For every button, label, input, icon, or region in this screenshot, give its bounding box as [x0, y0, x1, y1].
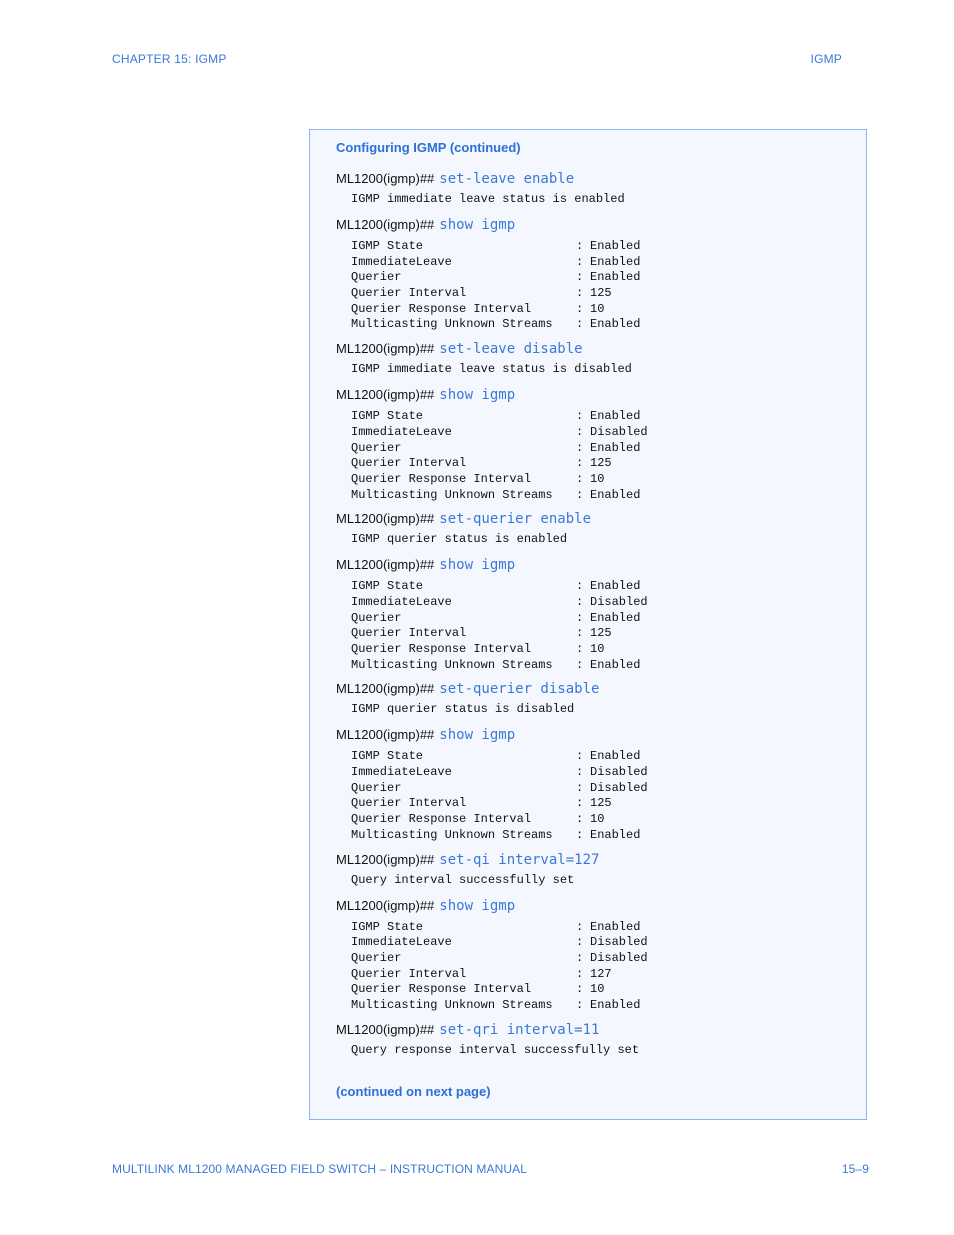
status-row: [351, 302, 856, 318]
command-output: IGMP immediate leave status is disabled: [351, 362, 632, 377]
status-value: 10: [590, 812, 605, 827]
status-row: [351, 642, 856, 658]
status-row: [351, 626, 856, 642]
status-value: 10: [590, 982, 605, 997]
status-row: [351, 658, 856, 674]
status-row: [351, 255, 856, 271]
status-row: [351, 488, 856, 504]
status-row: [351, 951, 856, 967]
cli-command: show igmp: [439, 557, 516, 574]
status-separator: :: [576, 796, 584, 811]
status-separator: :: [576, 610, 584, 625]
status-row: [351, 749, 856, 765]
status-row: [351, 611, 856, 627]
cli-command: show igmp: [439, 217, 516, 233]
status-separator: :: [576, 657, 584, 672]
status-value: Enabled: [590, 919, 641, 934]
status-value: Enabled: [590, 270, 641, 285]
cli-command: show igmp: [439, 387, 516, 404]
command-output: IGMP querier status is disabled: [351, 702, 575, 717]
command-line: [336, 338, 856, 360]
status-separator: :: [576, 456, 584, 471]
cli-command: set-querier disable: [439, 681, 600, 698]
command-line: [336, 384, 856, 406]
status-label: IGMP State: [351, 239, 424, 253]
status-table: [351, 749, 856, 843]
status-row: [351, 781, 856, 797]
cli-command: set-qi interval=127: [439, 851, 600, 868]
status-separator: :: [576, 270, 584, 285]
status-separator: :: [576, 780, 584, 795]
status-value: Enabled: [590, 749, 641, 764]
status-row: [351, 409, 856, 425]
status-row: [351, 456, 856, 472]
status-separator: :: [576, 487, 584, 502]
status-label: Querier: [351, 440, 402, 455]
status-label: ImmediateLeave: [351, 594, 452, 609]
status-table: [351, 239, 856, 333]
status-separator: :: [576, 997, 584, 1012]
status-value: Disabled: [590, 950, 648, 965]
cli-prompt: ML1200(igmp)##: [336, 851, 435, 867]
command-entry: [336, 1019, 856, 1065]
status-row: [351, 920, 856, 936]
status-label: Querier: [351, 780, 402, 795]
status-separator: :: [576, 424, 584, 439]
status-value: Disabled: [590, 935, 648, 950]
status-label: Querier Response Interval: [351, 642, 532, 656]
status-separator: :: [576, 966, 584, 981]
status-label: IGMP State: [351, 409, 424, 424]
status-value: 10: [590, 301, 605, 316]
status-table: [351, 409, 856, 503]
status-row: [351, 595, 856, 611]
command-line: [336, 724, 856, 746]
status-separator: :: [576, 812, 584, 827]
status-row: [351, 935, 856, 951]
box-heading: Configuring IGMP (continued): [336, 140, 521, 155]
status-label: Querier Interval: [351, 796, 467, 811]
command-entry: [336, 724, 856, 843]
status-value: Enabled: [590, 317, 641, 332]
status-separator: :: [576, 765, 584, 780]
status-value: Disabled: [590, 780, 648, 795]
status-label: Querier Response Interval: [351, 471, 532, 486]
status-label: Querier Interval: [351, 286, 467, 301]
status-label: Querier Interval: [351, 966, 467, 981]
status-value: 10: [590, 471, 605, 486]
cli-command: set-leave enable: [439, 171, 575, 187]
status-label: Multicasting Unknown Streams: [351, 827, 553, 842]
command-entry: [336, 554, 856, 673]
command-entry: [336, 678, 856, 724]
command-entry: [336, 895, 856, 1014]
command-entry: [336, 214, 856, 333]
status-label: Querier Interval: [351, 626, 467, 641]
continued-note: (continued on next page): [336, 1084, 491, 1099]
command-line: [336, 554, 856, 576]
status-row: [351, 579, 856, 595]
status-separator: :: [576, 317, 584, 332]
cli-prompt: ML1200(igmp)##: [336, 897, 435, 913]
command-line: [336, 895, 856, 917]
command-entries: [336, 168, 856, 1065]
status-separator: :: [576, 642, 584, 656]
section-header: IGMP: [810, 52, 842, 66]
cli-prompt: ML1200(igmp)##: [336, 217, 435, 232]
command-line: [336, 1019, 856, 1041]
cli-prompt: ML1200(igmp)##: [336, 511, 435, 527]
status-separator: :: [576, 919, 584, 934]
status-separator: :: [576, 301, 584, 316]
cli-prompt: ML1200(igmp)##: [336, 1021, 435, 1037]
status-label: Querier Response Interval: [351, 301, 532, 316]
status-separator: :: [576, 471, 584, 486]
status-separator: :: [576, 827, 584, 842]
status-value: Enabled: [590, 997, 641, 1012]
command-line: [336, 678, 856, 700]
status-label: Multicasting Unknown Streams: [351, 487, 553, 502]
cli-command: set-leave disable: [439, 341, 583, 358]
cli-prompt: ML1200(igmp)##: [336, 387, 435, 403]
status-row: [351, 441, 856, 457]
status-value: Enabled: [590, 579, 641, 594]
status-label: Multicasting Unknown Streams: [351, 317, 553, 332]
status-value: Enabled: [590, 487, 641, 502]
status-value: 125: [590, 456, 612, 471]
status-value: Enabled: [590, 657, 641, 672]
cli-prompt: ML1200(igmp)##: [336, 727, 435, 743]
status-row: [351, 828, 856, 844]
status-label: IGMP State: [351, 919, 424, 934]
command-entry: [336, 508, 856, 554]
command-output: Query response interval successfully set: [351, 1042, 640, 1057]
status-label: IGMP State: [351, 579, 424, 594]
status-label: ImmediateLeave: [351, 424, 452, 439]
command-output: Query interval successfully set: [351, 872, 575, 887]
cli-command: show igmp: [439, 727, 516, 744]
status-row: [351, 472, 856, 488]
status-row: [351, 317, 856, 333]
command-line: [336, 214, 856, 236]
status-value: 125: [590, 796, 612, 811]
status-label: IGMP State: [351, 749, 424, 764]
status-row: [351, 425, 856, 441]
cli-prompt: ML1200(igmp)##: [336, 557, 435, 573]
command-entry: [336, 849, 856, 895]
status-separator: :: [576, 749, 584, 764]
command-output: IGMP querier status is enabled: [351, 532, 568, 547]
command-line: [336, 849, 856, 871]
status-separator: :: [576, 254, 584, 269]
status-row: [351, 286, 856, 302]
status-row: [351, 812, 856, 828]
status-label: ImmediateLeave: [351, 254, 452, 269]
status-label: Querier: [351, 950, 402, 965]
status-value: Enabled: [590, 409, 641, 424]
status-row: [351, 796, 856, 812]
status-row: [351, 239, 856, 255]
command-entry: [336, 384, 856, 503]
command-output: IGMP immediate leave status is enabled: [351, 192, 625, 206]
status-label: Querier Interval: [351, 456, 467, 471]
status-value: Disabled: [590, 594, 648, 609]
status-value: Disabled: [590, 765, 648, 780]
cli-command: set-qri interval=11: [439, 1021, 600, 1038]
status-separator: :: [576, 935, 584, 950]
cli-command: show igmp: [439, 897, 516, 914]
status-value: Enabled: [590, 254, 641, 269]
status-separator: :: [576, 440, 584, 455]
status-separator: :: [576, 982, 584, 997]
status-value: 125: [590, 286, 612, 301]
status-label: Querier: [351, 610, 402, 625]
status-separator: :: [576, 950, 584, 965]
status-label: ImmediateLeave: [351, 935, 452, 950]
command-entry: [336, 338, 856, 384]
status-separator: :: [576, 286, 584, 301]
status-table: [351, 920, 856, 1014]
status-value: Enabled: [590, 610, 641, 625]
command-line: [336, 508, 856, 530]
status-separator: :: [576, 579, 584, 594]
cli-prompt: ML1200(igmp)##: [336, 171, 435, 186]
chapter-header: CHAPTER 15: IGMP: [112, 52, 227, 66]
status-table: [351, 579, 856, 673]
status-value: 125: [590, 626, 612, 641]
status-separator: :: [576, 594, 584, 609]
page-number: 15–9: [841, 1162, 869, 1176]
cli-prompt: ML1200(igmp)##: [336, 681, 435, 697]
status-label: Querier Response Interval: [351, 982, 532, 997]
status-label: ImmediateLeave: [351, 765, 452, 780]
status-separator: :: [576, 409, 584, 424]
status-label: Multicasting Unknown Streams: [351, 997, 553, 1012]
cli-prompt: ML1200(igmp)##: [336, 341, 435, 357]
status-separator: :: [576, 239, 584, 253]
status-value: 10: [590, 642, 605, 656]
manual-title-footer: MULTILINK ML1200 MANAGED FIELD SWITCH – INSTRUCTION MANUAL: [112, 1162, 527, 1176]
code-example-box: [309, 129, 867, 1120]
status-label: Querier Response Interval: [351, 812, 532, 827]
status-row: [351, 270, 856, 286]
status-separator: :: [576, 626, 584, 641]
status-value: Enabled: [590, 440, 641, 455]
status-row: [351, 765, 856, 781]
command-line: [336, 168, 856, 190]
status-value: Enabled: [590, 827, 641, 842]
status-value: Enabled: [590, 239, 641, 253]
status-label: Querier: [351, 270, 402, 285]
cli-command: set-querier enable: [439, 511, 591, 528]
command-entry: [336, 168, 856, 214]
status-value: Disabled: [590, 424, 648, 439]
status-label: Multicasting Unknown Streams: [351, 657, 553, 672]
status-row: [351, 982, 856, 998]
status-row: [351, 998, 856, 1014]
status-row: [351, 967, 856, 983]
status-value: 127: [590, 966, 612, 981]
